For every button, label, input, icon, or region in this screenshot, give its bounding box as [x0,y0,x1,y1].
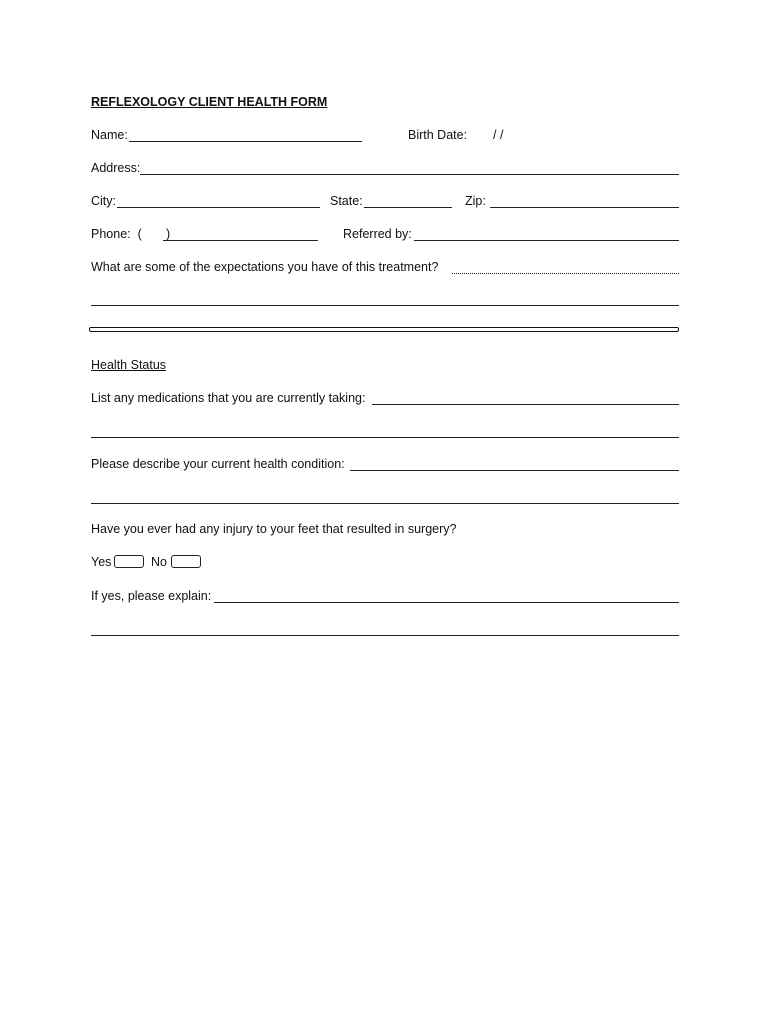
expectations-label: What are some of the expectations you have of this treatment? [91,260,439,274]
form-title: REFLEXOLOGY CLIENT HEALTH FORM [91,95,328,109]
yes-label: Yes [91,555,112,569]
health-condition-field-line2[interactable] [91,503,679,504]
expectations-field[interactable] [452,273,679,274]
city-label: City: [91,194,116,208]
zip-field[interactable] [490,207,679,208]
birth-date-field[interactable]: / / [493,128,504,142]
health-status-heading: Health Status [91,358,167,372]
explain-field-line2[interactable] [91,635,679,636]
no-checkbox[interactable] [171,555,201,568]
expectations-field-line2[interactable] [91,305,679,306]
yes-checkbox[interactable] [114,555,144,568]
health-condition-label: Please describe your current health condition: [91,457,345,471]
surgery-question: Have you ever had any injury to your feet that resulted in surgery? [91,522,457,536]
medications-field-line2[interactable] [91,437,679,438]
birth-date-label: Birth Date: [408,128,468,142]
name-field[interactable] [129,141,362,142]
phone-label: Phone: ( ) [91,227,171,241]
address-field[interactable] [140,174,679,175]
referred-by-field[interactable] [414,240,679,241]
referred-by-label: Referred by: [343,227,412,241]
city-field[interactable] [117,207,320,208]
state-label: State: [330,194,363,208]
explain-label: If yes, please explain: [91,589,212,603]
medications-label: List any medications that you are currently taking: [91,391,366,405]
phone-field[interactable] [163,240,318,241]
zip-label: Zip: [465,194,486,208]
state-field[interactable] [364,207,452,208]
medications-field[interactable] [372,404,679,405]
section-divider [89,327,679,332]
explain-field[interactable] [214,602,679,603]
address-label: Address: [91,161,141,175]
no-label: No [151,555,167,569]
name-label: Name: [91,128,128,142]
health-condition-field[interactable] [350,470,679,471]
